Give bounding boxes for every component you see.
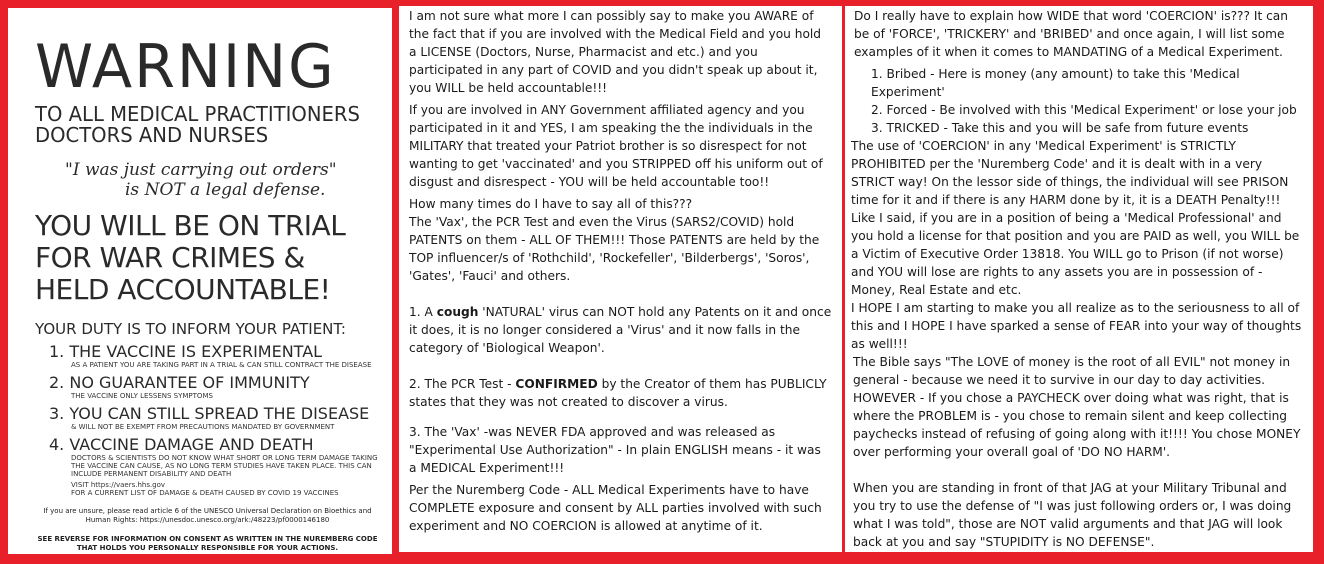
poster-item-sub: & WILL NOT BE EXEMPT FROM PRECAUTIONS MANDATED BY GOVERNMENT <box>71 423 335 431</box>
poster-item-sub: DOCTORS & SCIENTISTS DO NOT KNOW WHAT SHORT OR LONG TERM DAMAGE TAKING THE VACCINE CAN CAUSE, AS NO LONG TERM STUDIES HAVE TAKEN PLACE. THIS CAN INCLUDE PERMANENT DISABILITY AND DEATH <box>71 454 378 478</box>
poster-trial-line1: YOU WILL BE ON TRIAL <box>35 209 346 242</box>
middle-point-3: 3. The 'Vax' -was NEVER FDA approved and was released as "Experimental Use Authorization" - In plain ENGLISH means - it was a MEDICAL Experiment!!! <box>409 425 821 475</box>
warning-poster <box>8 8 392 554</box>
poster-warning-title: WARNING <box>35 32 336 102</box>
text-span: 2. The PCR Test - <box>409 377 516 391</box>
spacer <box>851 461 1307 479</box>
poster-item-head: 1. THE VACCINE IS EXPERIMENTAL <box>49 342 323 361</box>
poster-item-head: 4. VACCINE DAMAGE AND DEATH <box>49 435 314 454</box>
poster-footnote-reverse: SEE REVERSE FOR INFORMATION ON CONSENT AS WRITTEN IN THE NUREMBERG CODE THAT HOLDS YOU PERSONALLY RESPONSIBLE FOR YOUR ACTIONS. <box>37 535 378 552</box>
middle-paragraph: The 'Vax', the PCR Test and even the Virus (SARS2/COVID) hold PATENTS on them - ALL OF THEM!!! Those PATENTS are held by the TOP influencer/s of 'Rothchild', 'Rockefeller', 'Bilderbergs', 'Soros', 'Gates', 'Fauci' and others. <box>409 215 820 283</box>
poster-item-head: 2. NO GUARANTEE OF IMMUNITY <box>49 373 310 392</box>
poster-item <box>35 405 380 431</box>
bold-word: cough <box>436 305 479 319</box>
middle-text-panel <box>399 6 842 552</box>
middle-point-2 <box>409 375 832 411</box>
middle-paragraph: I am not sure what more I can possibly say to make you AWARE of the fact that if you are involved with the Medical Field and you hold a LICENSE (Doctors, Nurse, Pharmacist and etc.) and you participated in any part of COVID and you didn't speak up about it, you WILL be held accountable!!! <box>409 9 822 95</box>
list-item: 1. Bribed - Here is money (any amount) to take this 'Medical Experiment' <box>871 67 1240 99</box>
poster-item-head: 3. YOU CAN STILL SPREAD THE DISEASE <box>49 404 370 423</box>
spacer <box>409 289 832 303</box>
poster-item-sub: AS A PATIENT YOU ARE TAKING PART IN A TRIAL & CAN STILL CONTRACT THE DISEASE <box>71 361 372 369</box>
spacer <box>409 361 832 375</box>
poster-item <box>35 436 380 497</box>
poster-visit-caption: FOR A CURRENT LIST OF DAMAGE & DEATH CAUSED BY COVID 19 VACCINES <box>71 489 339 497</box>
poster-item <box>35 374 380 400</box>
poster-to-line1: TO ALL MEDICAL PRACTITIONERS <box>35 102 360 126</box>
right-text-panel <box>845 6 1313 552</box>
poster-trial-line2: FOR WAR CRIMES & <box>35 241 305 274</box>
right-paragraph: Like I said, if you are in a position of being a 'Medical Professional' and you hold a license for that position and you are PAID as well, you WILL be a Victim of Executive Order 13818. You WILL go to Prison (if not worse) and YOU will lose are rights to any assets you are in possession of - Money, Real Estate and etc. <box>851 211 1300 297</box>
poster-duty: YOUR DUTY IS TO INFORM YOUR PATIENT: <box>35 320 346 338</box>
bold-word: CONFIRMED <box>515 377 598 391</box>
text-span: 'NATURAL' virus can NOT hold any Patents on it and once it does, it is no longer considered a 'Virus' and it now falls in the category of 'Biological Weapon'. <box>409 305 832 355</box>
middle-paragraph: Per the Nuremberg Code - ALL Medical Experiments have to have COMPLETE exposure and consent by ALL parties involved with such experiment and NO COERCION is allowed at anytime of it. <box>409 483 822 533</box>
right-paragraph: I HOPE I am starting to make you all realize as to the seriousness to all of this and I HOPE I have sparked a sense of FEAR into your way of thoughts as well!!! <box>851 301 1302 351</box>
right-paragraph: The Bible says "The LOVE of money is the root of all EVIL" not money in general - because we need it to survive in our day to day activities. HOWEVER - If you chose a PAYCHECK over doing what was right, that is where the PROBLEM is - you chose to remain silent and keep collecting paychecks instead of refusing of going along with it!!!! You chose MONEY over performing your overall goal of 'DO NO HARM'. <box>853 355 1301 459</box>
middle-point-1 <box>409 303 832 357</box>
right-paragraph: When you are standing in front of that JAG at your Military Tribunal and you try to use the defense of "I was just following orders or, I was doing what I was told", those are NOT valid arguments and that JAG will look back at you and say "STUPIDITY is NO DEFENSE". <box>853 481 1292 549</box>
poster-quote-line2: is NOT a legal defense. <box>125 180 326 200</box>
text-span: by the Creator of them has PUBLICLY states that they was not created to discover a virus. <box>409 377 827 409</box>
coercion-list <box>851 65 1307 137</box>
text-span: 1. A <box>409 305 437 319</box>
right-paragraph: Do I really have to explain how WIDE that word 'COERCION' is??? It can be of 'FORCE', 'TRICKERY' and 'BRIBED' and once again, I will list some examples of it when it comes to MANDATING of a Medical Experiment. <box>854 9 1288 59</box>
poster-quote-line1: "I was just carrying out orders" <box>65 160 337 180</box>
poster-item <box>35 343 380 369</box>
poster-item-sub: THE VACCINE ONLY LESSENS SYMPTOMS <box>71 392 213 400</box>
spacer <box>409 415 832 423</box>
right-paragraph: The use of 'COERCION' in any 'Medical Experiment' is STRICTLY PROHIBITED per the 'Nuremberg Code' and it is dealt with in a very STRICT way! On the lessor side of things, the individual will see PRISON time for it and if there is any HARM done by it, it is a DEATH Penalty!!! <box>851 139 1289 207</box>
poster-footnote: If you are unsure, please read article 6 of the UNESCO Universal Declaration on Bioethics and Human Rights: https://unesdoc.unesco.org/ark:/48223/pf0000146180 <box>43 507 372 524</box>
poster-visit-link[interactable]: VISIT https://vaers.hhs.gov <box>71 481 166 489</box>
middle-paragraph: If you are involved in ANY Government affiliated agency and you participated in it and YES, I am speaking the the individuals in the MILITARY that treated your Patriot brother is so disrespect for not wanting to get 'vaccinated' and you STRIPPED off his uniform out of disgust and disrespect - YOU will be held accountable too!! <box>409 103 823 189</box>
list-item: 3. TRICKED - Take this and you will be safe from future events <box>871 121 1249 135</box>
poster-to-line2: DOCTORS AND NURSES <box>35 123 269 147</box>
list-item: 2. Forced - Be involved with this 'Medical Experiment' or lose your job <box>871 103 1297 117</box>
middle-paragraph: How many times do I have to say all of this??? <box>409 197 693 211</box>
poster-trial-line3: HELD ACCOUNTABLE! <box>35 273 331 306</box>
